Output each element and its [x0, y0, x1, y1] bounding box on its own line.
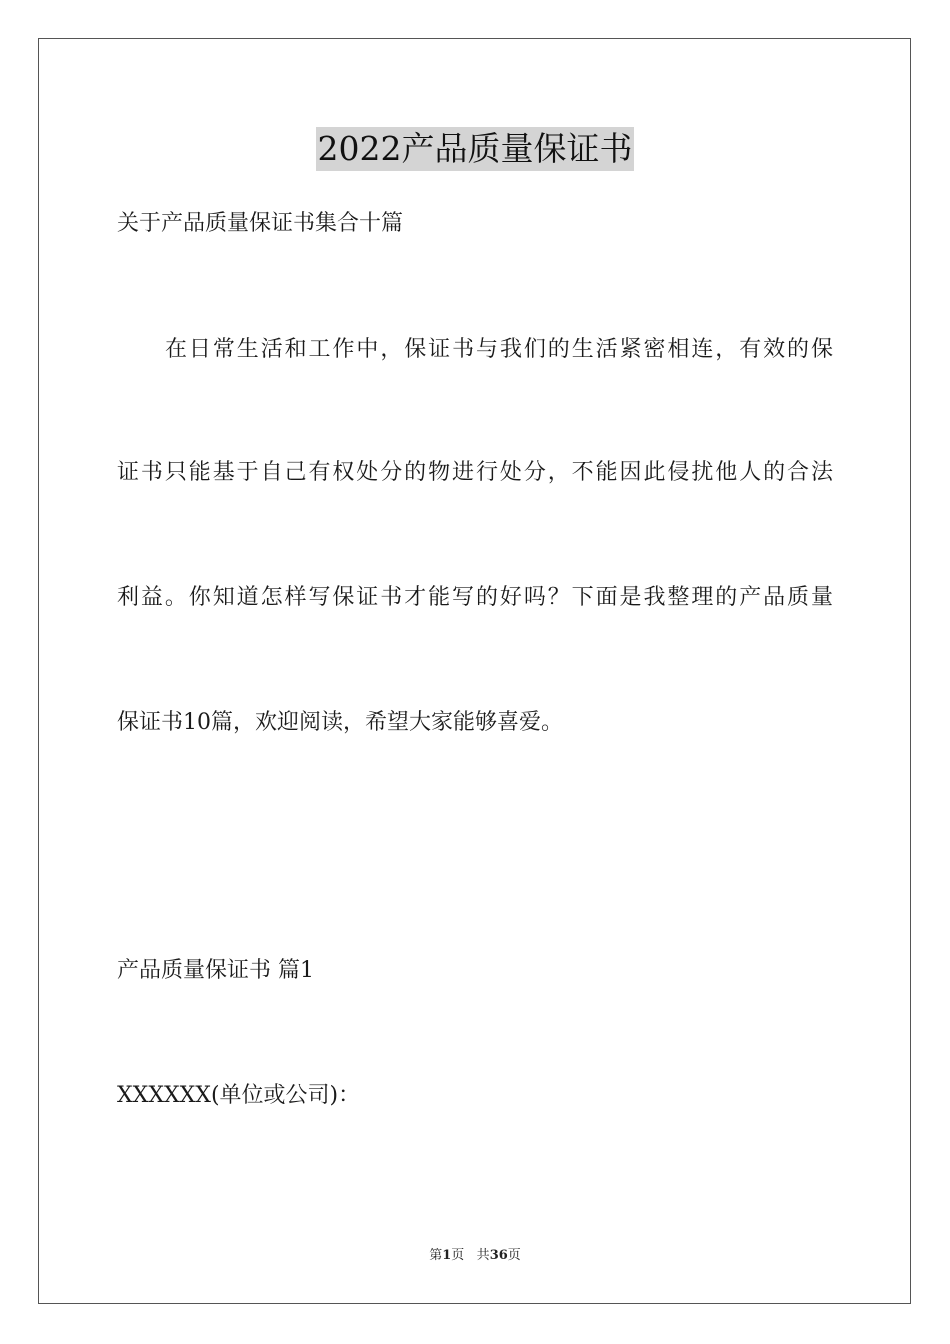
footer-page-prefix: 第 — [429, 1248, 443, 1263]
section-heading: 产品质量保证书 篇1 — [117, 958, 314, 983]
footer-page-suffix: 页 — [451, 1248, 465, 1263]
document-title: 2022产品质量保证书 — [316, 127, 635, 171]
footer-page-number: 1 — [442, 1248, 452, 1263]
salutation: XXXXXX(单位或公司)： — [117, 1083, 361, 1108]
document-subtitle: 关于产品质量保证书集合十篇 — [117, 211, 404, 236]
footer-total-suffix: 页 — [507, 1248, 521, 1263]
intro-line-2: 证书只能基于自己有权处分的物进行处分，不能因此侵扰他人的合法 — [117, 460, 833, 485]
footer-total-pages: 36 — [489, 1248, 508, 1263]
intro-line-1: 在日常生活和工作中，保证书与我们的生活紧密相连，有效的保 — [165, 337, 833, 362]
intro-line-4: 保证书10篇，欢迎阅读，希望大家能够喜爱。 — [117, 710, 563, 735]
footer-total-prefix: 共 — [476, 1248, 490, 1263]
title-container — [0, 127, 950, 171]
page-footer — [0, 1247, 950, 1265]
intro-line-3: 利益。你知道怎样写保证书才能写的好吗？下面是我整理的产品质量 — [117, 585, 833, 610]
